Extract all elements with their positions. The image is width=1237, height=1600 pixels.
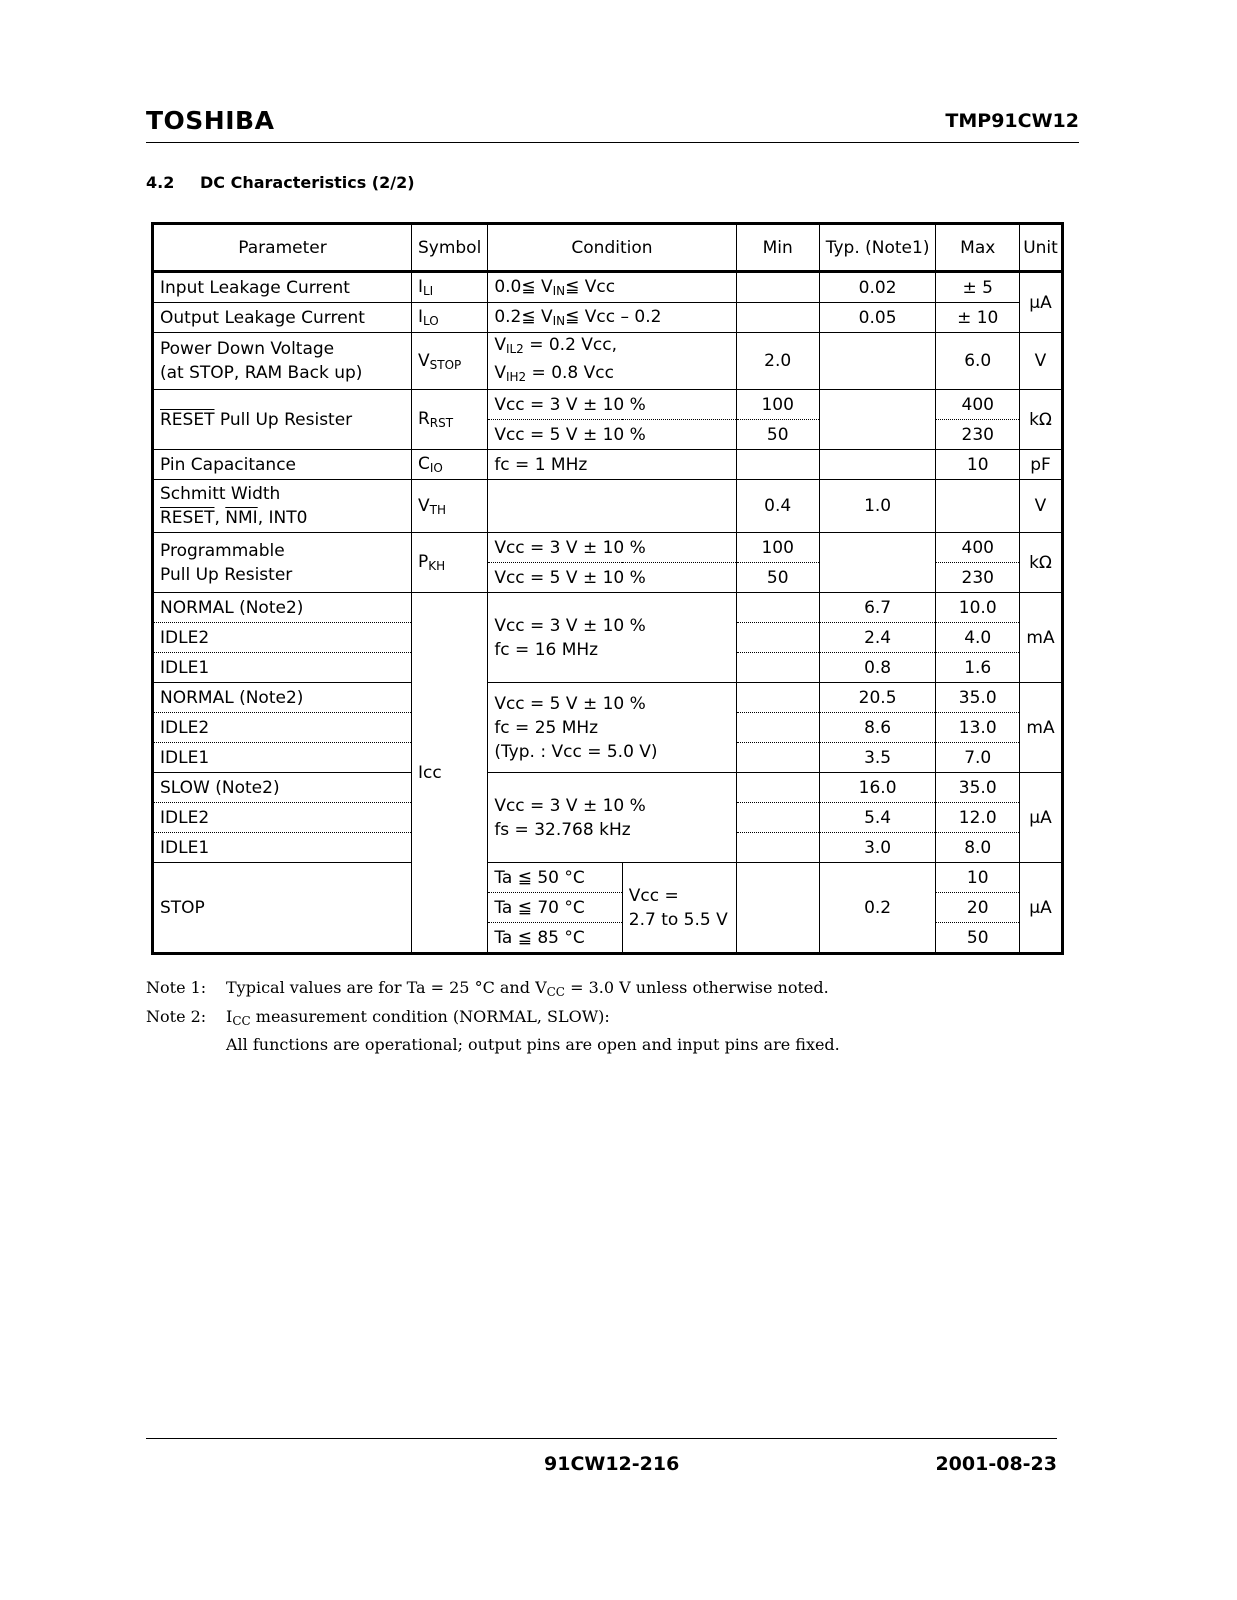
note-2: Note 2: $I_{CC}$ measurement condition (NORMAL, SLOW): (146, 1006, 610, 1028)
param-cell: Power Down Voltage (at STOP, RAM Back up) (153, 333, 412, 390)
max-cell: ± 5 (936, 272, 1020, 303)
header-min: Min (736, 224, 819, 272)
unit-cell: V (1020, 333, 1063, 390)
typ-cell: 0.2 (819, 863, 936, 954)
min-cell (736, 713, 819, 743)
condition-cell: fc = 1 MHz (488, 450, 736, 480)
condition-cell: $V_{IL2} = 0.2$ Vcc, $V_{IH2} = 0.8$ Vcc (488, 333, 736, 390)
unit-cell: kΩ (1020, 533, 1063, 593)
min-cell (736, 803, 819, 833)
max-cell: 1.6 (936, 653, 1020, 683)
document-code: 91CW12-216 (544, 1453, 680, 1475)
max-cell: 10 (936, 450, 1020, 480)
min-cell (736, 593, 819, 623)
symbol-cell: $I_{LO}$ (411, 303, 487, 333)
max-cell: 8.0 (936, 833, 1020, 863)
min-cell (736, 303, 819, 333)
page-footer (146, 1438, 1057, 1479)
param-cell: Input Leakage Current (153, 272, 412, 303)
min-cell (736, 683, 819, 713)
unit-cell: μA (1020, 863, 1063, 954)
min-cell (736, 743, 819, 773)
min-cell: 50 (736, 563, 819, 593)
max-cell: 35.0 (936, 773, 1020, 803)
max-cell: 230 (936, 563, 1020, 593)
unit-cell: mA (1020, 593, 1063, 683)
param-cell: SLOW (Note2) (153, 773, 412, 803)
table-row (153, 863, 1063, 893)
condition-cell: Ta ≦ 50 °C (488, 863, 622, 893)
condition-cell (488, 480, 736, 533)
typ-cell: 1.0 (819, 480, 936, 533)
table-row (153, 272, 1063, 303)
table-header-row (153, 224, 1063, 272)
param-cell: NORMAL (Note2) (153, 683, 412, 713)
param-cell: IDLE1 (153, 743, 412, 773)
typ-cell: 0.02 (819, 272, 936, 303)
min-cell: 100 (736, 533, 819, 563)
section-heading (146, 173, 415, 192)
unit-cell: μA (1020, 773, 1063, 863)
max-cell: 20 (936, 893, 1020, 923)
part-number: TMP91CW12 (945, 110, 1079, 132)
typ-cell (819, 533, 936, 593)
condition-cell: Vcc = 3 V ± 10 % (488, 390, 736, 420)
min-cell (736, 653, 819, 683)
param-cell: NORMAL (Note2) (153, 593, 412, 623)
header-max: Max (936, 224, 1020, 272)
min-cell (736, 272, 819, 303)
condition-cell: Vcc = 3 V ± 10 % fc = 16 MHz (488, 593, 736, 683)
condition-cell: Vcc = 3 V ± 10 % (488, 533, 736, 563)
max-cell: 7.0 (936, 743, 1020, 773)
condition-cell: Ta ≦ 70 °C (488, 893, 622, 923)
min-cell: 100 (736, 390, 819, 420)
header-condition: Condition (488, 224, 736, 272)
param-cell: Schmitt Width RESET, $\overline{NMI}$, INT0 (153, 480, 412, 533)
symbol-cell: $V_{TH}$ (411, 480, 487, 533)
param-cell: IDLE1 (153, 653, 412, 683)
header-unit: Unit (1020, 224, 1063, 272)
typ-cell: 16.0 (819, 773, 936, 803)
notes (146, 976, 840, 1058)
param-cell: Output Leakage Current (153, 303, 412, 333)
typ-cell (819, 390, 936, 450)
typ-cell: 5.4 (819, 803, 936, 833)
symbol-cell: $P_{KH}$ (411, 533, 487, 593)
table-row (153, 303, 1063, 333)
unit-cell: V (1020, 480, 1063, 533)
table-row (153, 683, 1063, 713)
param-cell: IDLE1 (153, 833, 412, 863)
param-cell: IDLE2 (153, 623, 412, 653)
typ-cell: 20.5 (819, 683, 936, 713)
section-title: DC Characteristics (2/2) (200, 173, 415, 192)
param-cell: STOP (153, 863, 412, 954)
param-cell: RESET Pull Up Resister (153, 390, 412, 450)
typ-cell (819, 450, 936, 480)
header-symbol: Symbol (411, 224, 487, 272)
min-cell (736, 623, 819, 653)
note-2-continued: All functions are operational; output pins are open and input pins are fixed. (226, 1035, 840, 1054)
min-cell (736, 773, 819, 803)
max-cell: 10 (936, 863, 1020, 893)
table-row (153, 450, 1063, 480)
page-header (146, 104, 1079, 143)
max-cell: 400 (936, 533, 1020, 563)
table-row (153, 333, 1063, 390)
typ-cell: 0.05 (819, 303, 936, 333)
condition-cell: Vcc = 3 V ± 10 % fs = 32.768 kHz (488, 773, 736, 863)
typ-cell: 2.4 (819, 623, 936, 653)
note-1: Note 1: Typical values are for Ta = 25 °C and $V_{CC} = 3.0$ V unless otherwise noted. (146, 978, 829, 999)
param-cell: IDLE2 (153, 713, 412, 743)
unit-cell: mA (1020, 683, 1063, 773)
min-cell: 2.0 (736, 333, 819, 390)
unit-cell: kΩ (1020, 390, 1063, 450)
typ-cell (819, 333, 936, 390)
typ-cell: 6.7 (819, 593, 936, 623)
symbol-cell: $R_{RST}$ (411, 390, 487, 450)
max-cell: 50 (936, 923, 1020, 954)
symbol-cell: $I_{LI}$ (411, 272, 487, 303)
symbol-cell: $C_{IO}$ (411, 450, 487, 480)
param-cell: Programmable Pull Up Resister (153, 533, 412, 593)
condition-cell: 0.2≦ $V_{IN}≦$ Vcc – 0.2 (488, 303, 736, 333)
condition-cell: Ta ≦ 85 °C (488, 923, 622, 954)
unit-cell: pF (1020, 450, 1063, 480)
table-row (153, 480, 1063, 533)
condition-cell: Vcc = 5 V ± 10 % fc = 25 MHz (Typ. : Vcc = 5.0 V) (488, 683, 736, 773)
table-row (153, 593, 1063, 623)
condition-vcc-cell: Vcc = 2.7 to 5.5 V (622, 863, 736, 954)
max-cell: 13.0 (936, 713, 1020, 743)
condition-cell: Vcc = 5 V ± 10 % (488, 563, 736, 593)
typ-cell: 3.0 (819, 833, 936, 863)
min-cell (736, 450, 819, 480)
toshiba-logo: TOSHIBA (146, 106, 275, 135)
min-cell: 0.4 (736, 480, 819, 533)
table-row (153, 533, 1063, 563)
max-cell: 400 (936, 390, 1020, 420)
header-parameter: Parameter (153, 224, 412, 272)
max-cell: 10.0 (936, 593, 1020, 623)
max-cell: 6.0 (936, 333, 1020, 390)
max-cell: 230 (936, 420, 1020, 450)
min-cell (736, 863, 819, 954)
table-row (153, 773, 1063, 803)
symbol-cell: $V_{STOP}$ (411, 333, 487, 390)
section-number: 4.2 (146, 173, 175, 192)
min-cell (736, 833, 819, 863)
typ-cell: 8.6 (819, 713, 936, 743)
condition-cell: Vcc = 5 V ± 10 % (488, 420, 736, 450)
param-cell: Pin Capacitance (153, 450, 412, 480)
header-typ: Typ. (Note1) (819, 224, 936, 272)
max-cell: ± 10 (936, 303, 1020, 333)
max-cell (936, 480, 1020, 533)
condition-cell: 0.0≦ $V_{IN}≦$ Vcc (488, 272, 736, 303)
max-cell: 35.0 (936, 683, 1020, 713)
unit-cell: μA (1020, 272, 1063, 333)
min-cell: 50 (736, 420, 819, 450)
table-row (153, 390, 1063, 420)
param-cell: IDLE2 (153, 803, 412, 833)
icc-symbol-cell: Icc (411, 593, 487, 954)
typ-cell: 0.8 (819, 653, 936, 683)
dc-characteristics-table (151, 222, 1064, 955)
max-cell: 12.0 (936, 803, 1020, 833)
max-cell: 4.0 (936, 623, 1020, 653)
document-date: 2001-08-23 (935, 1453, 1057, 1475)
typ-cell: 3.5 (819, 743, 936, 773)
